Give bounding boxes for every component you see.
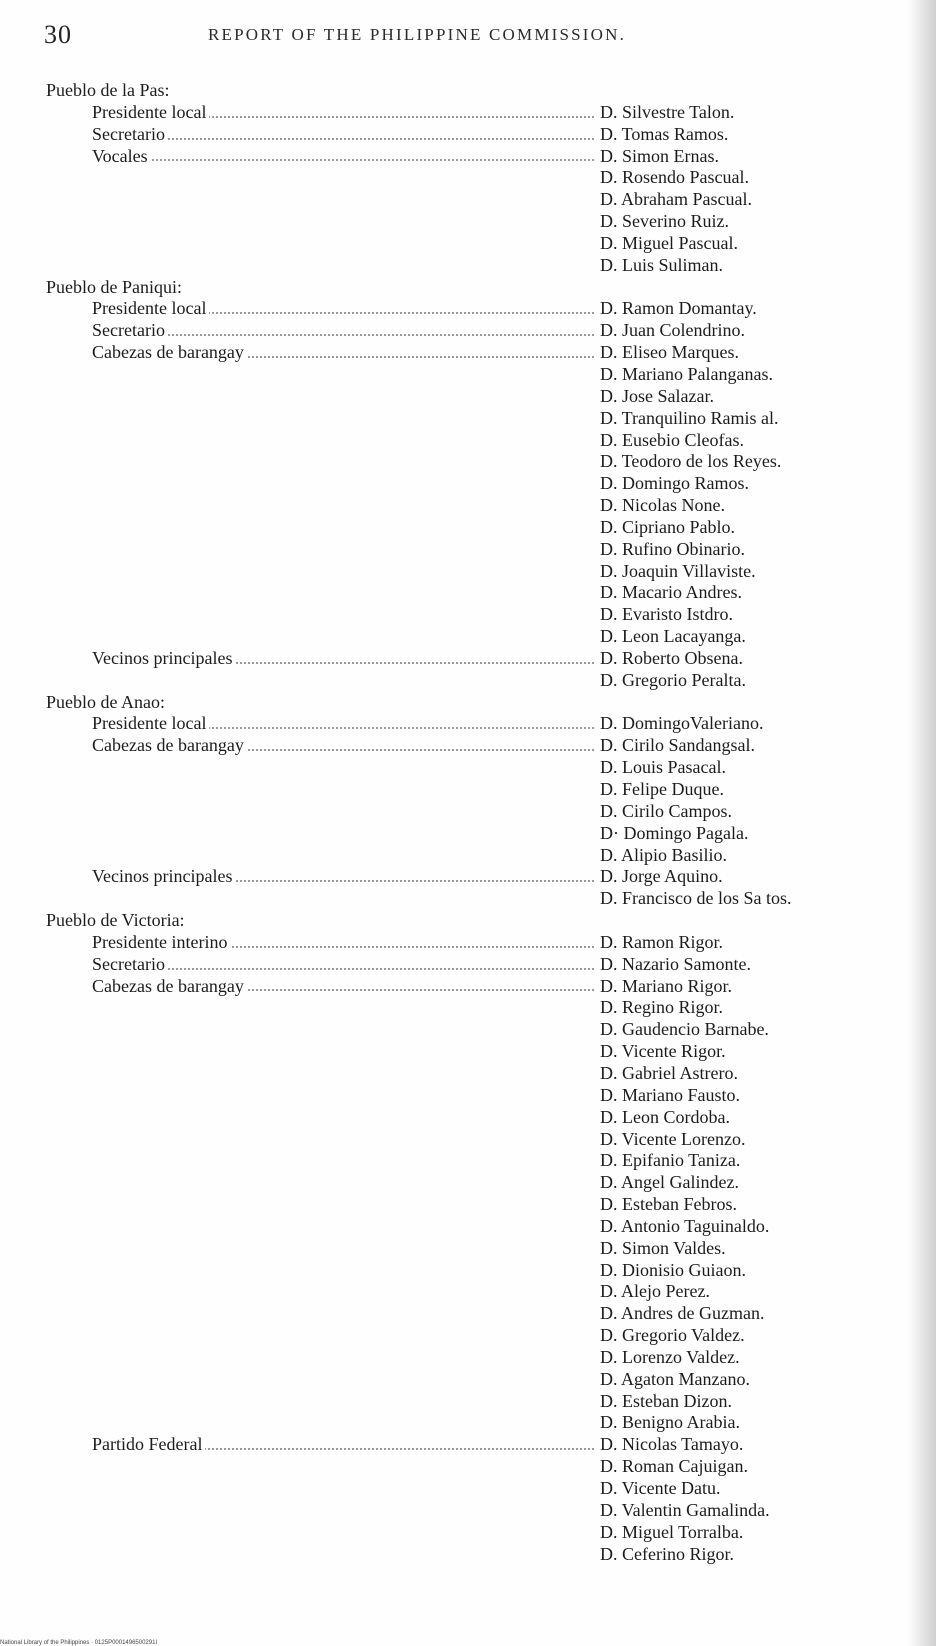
roster-row [0, 320, 936, 342]
roster-row [0, 1107, 936, 1129]
office-label-wrap [92, 866, 600, 888]
roster-row [0, 102, 936, 124]
roster-row [0, 386, 936, 408]
person-name: D. Gabriel Astrero. [600, 1062, 738, 1083]
roster-row [0, 342, 936, 364]
roster-row [0, 1129, 936, 1151]
person-name: D. Regino Rigor. [600, 997, 724, 1018]
roster-row [0, 189, 936, 211]
roster-row [0, 124, 936, 146]
office-label-wrap [92, 954, 600, 976]
person-name: D. Dionisio Guiaon. [600, 1259, 746, 1280]
roster-row [0, 211, 936, 233]
office-label: Presidente local [92, 298, 209, 318]
office-label: Secretario [92, 320, 168, 340]
person-name: D. Joaquin Villaviste. [600, 560, 756, 581]
person-name: D. Vicente Lorenzo. [600, 1128, 746, 1149]
person-name: D. Rosendo Pascual. [600, 167, 749, 188]
person-name: D. Esteban Dizon. [600, 1390, 732, 1411]
roster-row [0, 1172, 936, 1194]
person-name: D. Miguel Torralba. [600, 1521, 744, 1542]
roster-row [0, 495, 936, 517]
office-label-wrap [92, 320, 600, 342]
roster-row [0, 1150, 936, 1172]
roster-row [0, 1500, 936, 1522]
roster-row [0, 888, 936, 910]
person-name: D. Antonio Taguinaldo. [600, 1215, 770, 1236]
roster-row [0, 1303, 936, 1325]
person-name: D. Francisco de los Sa tos. [600, 888, 792, 909]
roster-row [0, 255, 936, 277]
person-name: D. Alipio Basilio. [600, 844, 728, 865]
person-name: D. Eliseo Marques. [600, 342, 739, 363]
roster-row [0, 167, 936, 189]
roster-row [0, 1281, 936, 1303]
person-name: D. Severino Ruiz. [600, 211, 729, 232]
roster-row [0, 1391, 936, 1413]
section-row [0, 910, 936, 932]
office-label-wrap [92, 102, 600, 124]
roster-row [0, 1216, 936, 1238]
person-name: D. Gregorio Peralta. [600, 669, 746, 690]
roster-row [0, 1412, 936, 1434]
office-label-wrap [92, 298, 600, 320]
person-name: D. Agaton Manzano. [600, 1368, 750, 1389]
person-name: D. Nazario Samonte. [600, 953, 751, 974]
roster-row [0, 1456, 936, 1478]
person-name: D. Roberto Obsena. [600, 647, 743, 668]
roster-row [0, 1063, 936, 1085]
person-name: D. Macario Andres. [600, 582, 742, 603]
person-name: D. Epifanio Taniza. [600, 1150, 741, 1171]
roster-row [0, 298, 936, 320]
person-name: D. Domingo Ramos. [600, 473, 750, 494]
person-name: D. Simon Ernas. [600, 145, 719, 166]
roster-row [0, 364, 936, 386]
roster-row [0, 1434, 936, 1456]
page-number: 30 [44, 20, 72, 49]
office-label: Cabezas de barangay [92, 735, 247, 755]
roster-row [0, 779, 936, 801]
person-name: D. Eusebio Cleofas. [600, 429, 744, 450]
person-name: D. Teodoro de los Reyes. [600, 451, 782, 472]
pueblo-heading: Pueblo de Paniqui: [46, 276, 182, 297]
person-name: D. Cirilo Campos. [600, 800, 733, 821]
office-label: Secretario [92, 124, 168, 144]
office-label-wrap [92, 932, 600, 954]
section-row [0, 80, 936, 102]
roster-row [0, 1369, 936, 1391]
person-name: D. Alejo Perez. [600, 1281, 710, 1302]
roster-row [0, 517, 936, 539]
person-name: D. Angel Galindez. [600, 1172, 739, 1193]
office-label-wrap [92, 342, 600, 364]
person-name: D. Nicolas None. [600, 495, 725, 516]
roster-row [0, 146, 936, 168]
office-label: Cabezas de barangay [92, 976, 247, 996]
section-row [0, 692, 936, 714]
page-header [44, 20, 824, 56]
pueblo-heading: Pueblo de la Pas: [46, 80, 170, 100]
person-name: D. Ramon Rigor. [600, 931, 724, 952]
roster-row [0, 1019, 936, 1041]
roster-row [0, 648, 936, 670]
office-label-wrap [92, 146, 600, 168]
roster-row [0, 582, 936, 604]
roster-row [0, 713, 936, 735]
section-row [0, 277, 936, 299]
person-name: D. Cipriano Pablo. [600, 516, 735, 537]
office-label: Vecinos principales [92, 866, 235, 886]
pueblo-heading: Pueblo de Anao: [46, 691, 165, 712]
person-name: D. Esteban Febros. [600, 1194, 737, 1215]
roster-row [0, 1522, 936, 1544]
office-label: Vocales [92, 146, 151, 166]
library-stamp: National Library of the Philippines · 0125P0001496500291I [0, 1640, 158, 1646]
dot-leader [92, 159, 594, 161]
office-label-wrap [92, 976, 600, 998]
person-name: D. Jose Salazar. [600, 385, 714, 406]
roster-row [0, 670, 936, 692]
roster-row [0, 1085, 936, 1107]
roster-row [0, 1194, 936, 1216]
roster-row [0, 1260, 936, 1282]
person-name: D. Mariano Palanganas. [600, 363, 773, 384]
person-name: D. Benigno Arabia. [600, 1412, 740, 1433]
roster-row [0, 1347, 936, 1369]
running-title: REPORT OF THE PHILIPPINE COMMISSION. [208, 25, 627, 44]
person-name: D. Ramon Domantay. [600, 298, 757, 319]
roster-row [0, 1041, 936, 1063]
office-label: Cabezas de barangay [92, 342, 247, 362]
office-label-wrap [92, 735, 600, 757]
person-name: D. Gregorio Valdez. [600, 1325, 745, 1346]
roster-row [0, 1238, 936, 1260]
person-name: D. Valentin Gamalinda. [600, 1499, 770, 1520]
person-name: D. Silvestre Talon. [600, 101, 735, 122]
office-label: Secretario [92, 954, 168, 974]
person-name: D. Gaudencio Barnabe. [600, 1019, 769, 1040]
roster-row [0, 757, 936, 779]
person-name: D. Leon Cordoba. [600, 1106, 730, 1127]
office-label-wrap [92, 124, 600, 146]
person-name: D. Tomas Ramos. [600, 123, 729, 144]
person-name: D. Andres de Guzman. [600, 1303, 765, 1324]
person-name: D. Luis Suliman. [600, 254, 724, 275]
person-name: D. Rufino Obinario. [600, 538, 745, 559]
person-name: D. Simon Valdes. [600, 1237, 726, 1258]
roster-row [0, 1478, 936, 1500]
roster-row [0, 561, 936, 583]
office-label: Presidente local [92, 102, 209, 122]
roster-row [0, 1325, 936, 1347]
office-label: Presidente local [92, 713, 209, 733]
roster-row [0, 801, 936, 823]
person-name: D. Tranquilino Ramis al. [600, 407, 779, 428]
person-name: D. Vicente Rigor. [600, 1041, 726, 1062]
person-name: D. Cirilo Sandangsal. [600, 735, 755, 756]
person-name: D. Vicente Datu. [600, 1478, 721, 1498]
roster-row [0, 932, 936, 954]
roster-row [0, 430, 936, 452]
office-label: Vecinos principales [92, 648, 235, 668]
roster-row [0, 539, 936, 561]
person-name: D. Lorenzo Valdez. [600, 1346, 740, 1367]
roster-row [0, 1544, 936, 1566]
person-name: D. DomingoValeriano. [600, 713, 764, 734]
roster-row [0, 604, 936, 626]
person-name: D. Ceferino Rigor. [600, 1543, 734, 1564]
person-name: D. Felipe Duque. [600, 779, 724, 799]
roster-row [0, 866, 936, 888]
roster-row [0, 997, 936, 1019]
office-label-wrap [92, 713, 600, 735]
person-name: D. Mariano Fausto. [600, 1084, 740, 1105]
roster-row [0, 408, 936, 430]
person-name: D· Domingo Pagala. [600, 822, 749, 843]
office-label-wrap [92, 1434, 600, 1456]
roster-row [0, 735, 936, 757]
roster-row [0, 626, 936, 648]
roster-list [0, 80, 936, 1565]
office-label-wrap [92, 648, 600, 670]
office-label: Presidente interino [92, 932, 230, 952]
roster-row [0, 451, 936, 473]
roster-row [0, 845, 936, 867]
person-name: D. Abraham Pascual. [600, 189, 752, 210]
person-name: D. Juan Colendrino. [600, 320, 745, 341]
roster-row [0, 823, 936, 845]
person-name: D. Mariano Rigor. [600, 975, 732, 996]
office-label: Partido Federal [92, 1434, 205, 1454]
person-name: D. Nicolas Tamayo. [600, 1434, 744, 1455]
roster-row [0, 473, 936, 495]
person-name: D. Leon Lacayanga. [600, 626, 746, 647]
person-name: D. Miguel Pascual. [600, 232, 738, 253]
person-name: D. Roman Cajuigan. [600, 1456, 748, 1477]
person-name: D. Evaristo Istdro. [600, 604, 733, 625]
person-name: D. Jorge Aquino. [600, 866, 723, 887]
person-name: D. Louis Pasacal. [600, 757, 726, 778]
roster-row [0, 954, 936, 976]
roster-row [0, 976, 936, 998]
roster-row [0, 233, 936, 255]
pueblo-heading: Pueblo de Victoria: [46, 910, 185, 931]
